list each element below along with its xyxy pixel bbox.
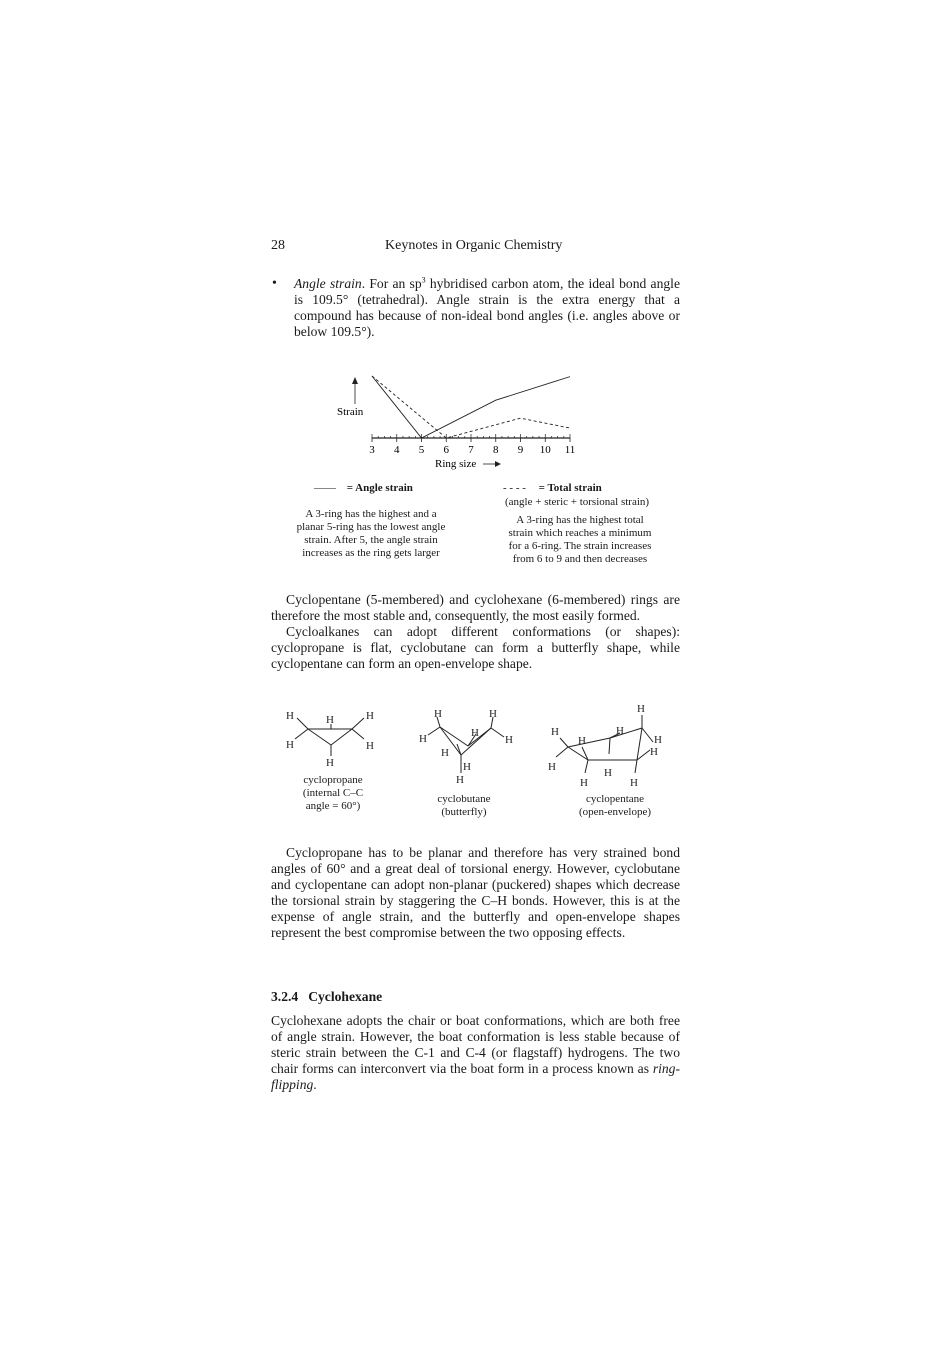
annotation-right-line: A 3-ring has the highest total [516, 514, 644, 526]
h-atom-label: H [441, 747, 449, 759]
h-atom-label: H [366, 710, 374, 722]
cyclopropane-caption: cyclopropane (internal C–C angle = 60°) [302, 774, 364, 812]
page-number: 28 [271, 238, 285, 253]
annotation-right-line: from 6 to 9 and then decreases [512, 553, 648, 565]
h-atom-label: H [548, 761, 556, 773]
angle-strain-bullet [294, 276, 680, 340]
h-atom-label: H [463, 761, 471, 773]
paragraph-stability: Cyclopentane (5-membered) and cyclohexane (6-membered) rings are therefore the most stable and, consequently, the most easily formed. [271, 592, 680, 623]
h-atom-label: H [578, 735, 586, 747]
x-tick-label: 3 [369, 444, 375, 456]
x-tick-label: 11 [564, 444, 576, 456]
chart-xlabel: Ring size [435, 458, 477, 470]
paragraph-cyclohexane: Cyclohexane adopts the chair or boat conformations, which are both free of angle strain. However, the boat conformation is less stable because of steric strain between the C-1 and C-4 (or flagstaff) hydrogens. The two chair forms can interconvert via the boat form in a process known as ring-flipping. [271, 1013, 680, 1092]
legend-angle-label: = Angle strain [346, 482, 413, 494]
h-atom-label: H [456, 774, 464, 786]
annotation-left-line: A 3-ring has the highest and a [305, 508, 437, 520]
legend-total-label: = Total strain [538, 482, 602, 494]
legend-angle-symbol: —— [314, 482, 336, 494]
legend-total-sub: (angle + steric + torsional strain) [505, 496, 650, 508]
x-tick-label: 8 [493, 444, 499, 456]
x-tick-label: 9 [517, 444, 524, 456]
total-strain-line [372, 376, 570, 438]
annotation-left-line: increases as the ring gets larger [302, 547, 440, 559]
h-atom-label: H [366, 740, 374, 752]
bullet-marker: • [272, 276, 277, 291]
h-atom-label: H [471, 727, 479, 739]
h-atom-label: H [419, 733, 427, 745]
h-atom-label: H [326, 757, 334, 769]
legend-angle [314, 481, 413, 495]
h-atom-label: H [286, 710, 294, 722]
ring-flipping-term: ring-flipping [271, 1061, 680, 1092]
bullet-text-b: hybridised carbon atom, the ideal bond angle is 109.5° (tetrahedral). Angle strain is the extra energy that a compound has because of non-ideal bond angles (i.e. angles above or below 109.5°). [294, 276, 680, 339]
x-tick-label: 4 [394, 444, 400, 456]
x-tick-label: 6 [443, 444, 449, 456]
bullet-text-a: . For an sp [361, 276, 422, 291]
paragraph-conformations: Cycloalkanes can adopt different conformations (or shapes): cyclopropane is flat, cyclobutane can form a butterfly shape, while cyclopentane can form an open-envelope shape. [271, 624, 680, 671]
annotation-left-line: planar 5-ring has the lowest angle [296, 521, 446, 533]
angle-strain-term: Angle strain [294, 276, 362, 291]
bullet-superscript: 3 [421, 275, 426, 285]
h-atom-label: H [434, 708, 442, 720]
strain-chart [320, 360, 590, 472]
annotation-right-line: strain which reaches a minimum [508, 527, 652, 539]
angle-strain-line [372, 376, 570, 438]
h-atom-label: H [650, 746, 658, 758]
x-tick-label: 7 [468, 444, 474, 456]
h-atom-label: H [580, 777, 588, 789]
annotation-left-line: strain. After 5, the angle strain [304, 534, 438, 546]
x-tick-label: 10 [539, 444, 551, 456]
annotation-left [283, 508, 459, 560]
section-title: Cyclohexane [308, 989, 383, 1004]
h-atom-label: H [505, 734, 513, 746]
y-arrow-head [352, 377, 358, 384]
legend-total-symbol: - - - - [503, 482, 526, 494]
h-atom-label: H [616, 725, 624, 737]
h-atom-label: H [326, 714, 334, 726]
h-atom-label: H [489, 708, 497, 720]
x-arrow-head [495, 461, 501, 467]
running-title: Keynotes in Organic Chemistry [385, 238, 563, 253]
cyclopentane-caption: cyclopentane (open-envelope) [578, 793, 652, 818]
cyclobutane-caption: cyclobutane (butterfly) [437, 793, 491, 818]
section-heading [271, 989, 392, 1005]
h-atom-label: H [630, 777, 638, 789]
h-atom-label: H [604, 767, 612, 779]
paragraph-cyclopropane: Cyclopropane has to be planar and therefore has very strained bond angles of 60° and a great deal of torsional energy. However, cyclobutane and cyclopentane can adopt non-planar (puckered) shapes which decrease the torsional strain by staggering the C–H bonds. However, this is at the expense of angle strain, and the butterfly and open-envelope shapes represent the best compromise between the two opposing effects. [271, 845, 680, 940]
h-atom-label: H [637, 703, 645, 715]
annotation-right-line: for a 6-ring. The strain increases [508, 540, 652, 552]
legend-total [502, 481, 602, 495]
h-atom-label: H [551, 726, 559, 738]
annotation-right [494, 514, 666, 566]
section-number: 3.2.4 [271, 989, 299, 1004]
h-atom-label: H [286, 739, 294, 751]
h-atom-label: H [654, 734, 662, 746]
chart-ylabel: Strain [337, 406, 364, 418]
x-tick-label: 5 [418, 444, 425, 456]
